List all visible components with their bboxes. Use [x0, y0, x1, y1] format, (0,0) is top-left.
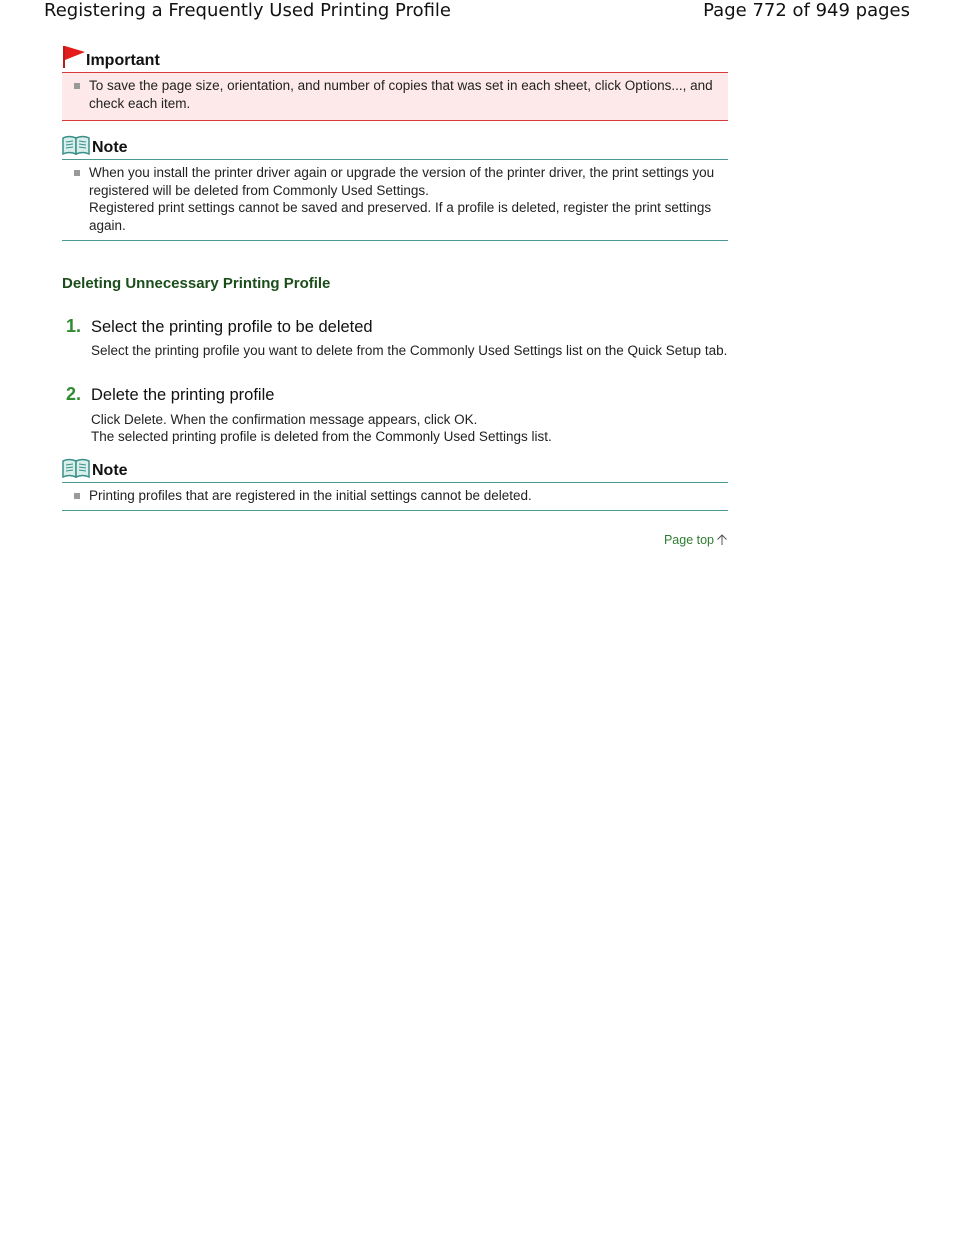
note-label: Note: [92, 461, 128, 479]
note-line: When you install the printer driver again or upgrade the version of the printer driver, the print settings you registered will be deleted from Commonly Used Settings.: [89, 165, 715, 198]
open-book-icon: [62, 135, 90, 155]
bullet-icon: [74, 170, 80, 176]
note-line: Printing profiles that are registered in the initial settings cannot be deleted.: [89, 487, 532, 503]
step-number: 1.: [66, 316, 82, 336]
open-book-icon: [62, 458, 90, 478]
page-header: [44, 0, 910, 26]
section-heading: Deleting Unnecessary Printing Profile: [62, 275, 331, 292]
footer: [62, 511, 728, 551]
step-1: [62, 316, 728, 360]
important-item: To save the page size, orientation, and number of copies that was set in each sheet, click Options..., and check each item.: [89, 78, 713, 111]
page-top-link[interactable]: [664, 533, 728, 547]
important-label: Important: [86, 52, 160, 69]
step-number: 2.: [66, 383, 82, 404]
note-label: Note: [92, 139, 128, 156]
step-title: Select the printing profile to be deleted: [91, 318, 373, 336]
main-content: [62, 44, 728, 551]
step-description: [91, 411, 728, 446]
important-heading: [62, 44, 728, 72]
bullet-icon: [74, 493, 80, 499]
page-top-label: Page top: [663, 533, 714, 547]
step-2: [62, 384, 728, 446]
step-description: Select the printing profile you want to delete from the Commonly Used Settings list on the Quick Setup tab.: [91, 343, 728, 358]
bullet-icon: [74, 83, 80, 89]
red-flag-icon: [62, 45, 86, 69]
step-line: Click Delete. When the confirmation message appears, click OK.: [91, 411, 478, 427]
page-indicator: Page 772 of 949 pages: [703, 0, 910, 21]
step-line: The selected printing profile is deleted from the Commonly Used Settings list.: [91, 429, 552, 444]
document-title: Registering a Frequently Used Printing Profile: [44, 0, 451, 21]
important-box: [62, 72, 728, 121]
step-title: Delete the printing profile: [91, 385, 275, 404]
note-heading: [62, 454, 728, 482]
note-box: [62, 159, 728, 241]
note-heading: [62, 131, 728, 159]
arrow-up-icon: [716, 534, 728, 546]
note-line: Registered print settings cannot be saved and preserved. If a profile is deleted, register the print settings again.: [89, 200, 712, 233]
note-box: [62, 482, 728, 512]
